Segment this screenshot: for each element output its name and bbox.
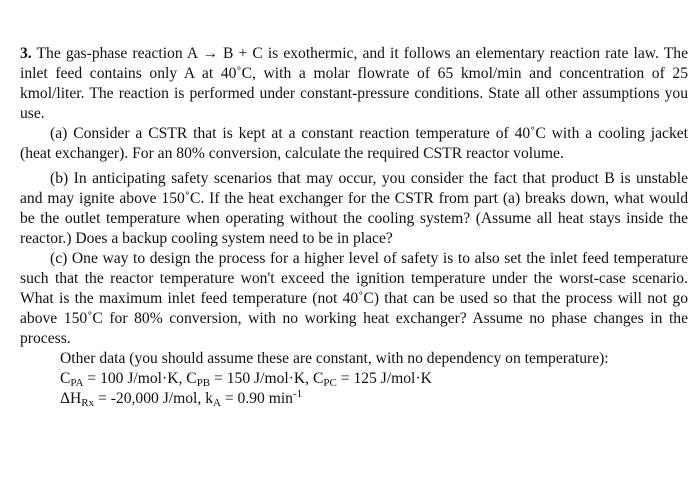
cpc-subscript: PC xyxy=(323,377,337,389)
cpb-value: = 150 J/mol·K, xyxy=(214,370,310,387)
part-c-paragraph: (c) One way to design the process for a higher level of safety is to also set the inlet feed temperature such that the reactor temperature won't exceed the ignition temperature under the worst-case scenario. What is the maximum inlet feed temperature (not 40˚C) that can be used so that the process will not go above 150˚C for 80% conversion, with no working heat exchanger? Assume no phase changes in the process. xyxy=(20,250,688,347)
cpb-symbol: C xyxy=(186,370,197,387)
problem-intro-paragraph xyxy=(20,44,688,124)
cpa-subscript: PA xyxy=(70,377,84,389)
cpa-symbol: C xyxy=(60,370,71,387)
ka-symbol: k xyxy=(205,390,213,407)
dh-subscript: Rx xyxy=(81,397,95,409)
cpa-value: = 100 J/mol·K, xyxy=(87,370,183,387)
part-a-paragraph: (a) Consider a CSTR that is kept at a constant reaction temperature of 40˚C with a cooling jacket (heat exchanger). For an 80% conversion, calculate the required CSTR reactor volume. xyxy=(20,125,688,162)
problem-number: 3. xyxy=(20,45,32,62)
dh-symbol: ΔH xyxy=(60,390,82,407)
other-data-heading: Other data (you should assume these are constant, with no dependency on temperature): xyxy=(60,350,609,367)
ka-subscript: A xyxy=(212,397,221,409)
enthalpy-rate-line xyxy=(20,389,688,409)
ka-superscript: -1 xyxy=(292,388,303,400)
part-b-paragraph: (b) In anticipating safety scenarios that may occur, you consider the fact that product B is unstable and may ignite above 150˚C. If the heat exchanger for the CSTR from part (a) breaks down, what would be the outlet temperature when operating without the cooling system? (Assume all heat stays inside the reactor.) Does a backup cooling system need to be in place? xyxy=(20,170,688,247)
ka-value: = 0.90 min xyxy=(224,390,293,407)
cpc-symbol: C xyxy=(312,370,324,387)
heat-capacity-line xyxy=(20,369,688,389)
problem-document xyxy=(20,44,688,409)
cpb-subscript: PB xyxy=(196,377,211,389)
problem-intro-text: The gas-phase reaction A → B + C is exothermic, and it follows an elementary reaction rate law. The inlet feed contains only A at 40˚C, with a molar flowrate of 65 kmol/min and concentration of 25 kmol/liter. The reaction is performed under constant-pressure conditions. State all other assumptions you use. xyxy=(20,45,688,122)
cpc-value: = 125 J/mol·K xyxy=(340,370,432,387)
dh-value: = -20,000 J/mol, xyxy=(98,390,202,407)
